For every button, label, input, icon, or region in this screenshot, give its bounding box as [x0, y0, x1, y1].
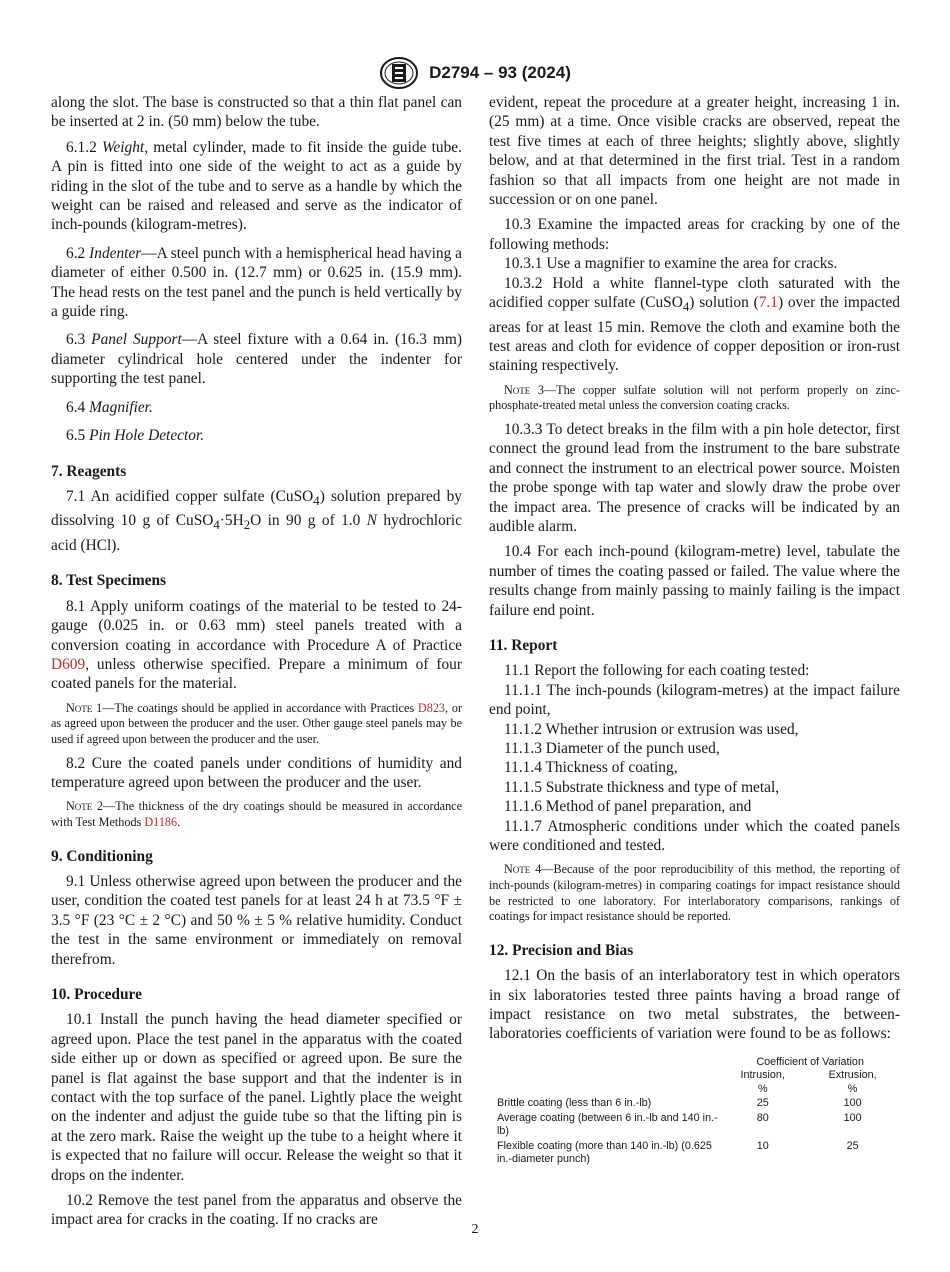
table-group-header: Coefficient of Variation: [756, 1055, 864, 1068]
section-heading-conditioning: 9. Conditioning: [51, 847, 153, 865]
paragraph-10-3-1: 10.3.1 Use a magnifier to examine the area for cracks.: [504, 255, 838, 273]
note-3: Note 3—The copper sulfate solution will not perform properly on zinc-phosphate-treated metal unless the conversion coating cracks.: [489, 382, 900, 413]
note-1: Note 1—The coatings should be applied in accordance with Practices D823, or as agreed upon between the producer and the user. Other gauge steel panels may be used if agreed upon between the producer and the user.: [51, 700, 463, 746]
paragraph-10-4: 10.4 For each inch-pound (kilogram-metre) level, tabulate the number of times the coating passed or failed. The value where the results change from mainly passing to mainly failing is the impact failure end point.: [489, 543, 900, 619]
reference-link-d1186[interactable]: D1186: [144, 814, 178, 829]
table-row-label: Flexible coating (more than 140 in.-lb) (0.625 in.-diameter punch): [497, 1139, 712, 1166]
table-cell-extrusion: 100: [843, 1111, 862, 1124]
paragraph-11-1-6: 11.1.6 Method of panel preparation, and: [504, 798, 752, 816]
table-unit-extrusion: %: [847, 1082, 858, 1095]
table-header-intrusion: Intrusion,: [740, 1069, 785, 1082]
table-row: [497, 1111, 900, 1139]
paragraph-11-1: 11.1 Report the following for each coating tested:: [504, 662, 810, 680]
paragraph-10-3-3: 10.3.3 To detect breaks in the film with a pin hole detector, first connect the ground lead from the instrument to the bare substrate and connect the instrument to an electrical power source. Moisten the probe sponge with tap water and slowly draw the probe over the impact area. The presence of cracks will be indicated by an audible alarm.: [489, 420, 900, 535]
table-cell-extrusion: 25: [846, 1139, 859, 1152]
table-row-label: Average coating (between 6 in.-lb and 140 in.-lb): [497, 1111, 718, 1138]
reference-link-d609[interactable]: D609: [51, 655, 86, 673]
table-cell-intrusion: 25: [756, 1097, 769, 1110]
reference-link-d823[interactable]: D823: [417, 700, 446, 715]
table-header-extrusion: Extrusion,: [828, 1069, 877, 1082]
standard-designation: D2794 – 93 (2024): [429, 63, 571, 82]
paragraph-6-3: 6.3 Panel Support—A steel fixture with a 0.64 in. (16.3 mm) diameter cylindrical hole centered under the indenter for supporting the test panel.: [51, 331, 462, 388]
coefficient-of-variation-table: [497, 1056, 900, 1167]
paragraph-8-2: 8.2 Cure the coated panels under conditions of humidity and temperature agreed upon between the producer and the user.: [51, 754, 462, 791]
paragraph-11-1-7: 11.1.7 Atmospheric conditions under which the coated panels were conditioned and tested.: [489, 817, 900, 855]
left-column: [51, 93, 462, 1230]
table-row: [497, 1139, 900, 1167]
paragraph-11-1-5: 11.1.5 Substrate thickness and type of metal,: [504, 778, 780, 796]
paragraph-6-1-2: 6.1.2 Weight, metal cylinder, made to fit inside the guide tube. A pin is fitted into one side of the weight to act as a guide by riding in the slot of the tube and to serve as a handle by which the weight can be raised and released and serve as the indicator of inch-pounds (kilogram-metres).: [51, 138, 462, 234]
paragraph-11-1-1: 11.1.1 The inch-pounds (kilogram-metres) at the impact failure end point,: [489, 681, 900, 719]
section-heading-procedure: 10. Procedure: [51, 985, 142, 1003]
paragraph-6-2: 6.2 Indenter—A steel punch with a hemispherical head having a diameter of either 0.500 in. (12.7 mm) or 0.625 in. (15.9 mm). The head rests on the test panel and the punch is held vertically by a guide ring.: [51, 244, 462, 321]
table-row-label: Brittle coating (less than 6 in.-lb): [497, 1097, 652, 1110]
section-heading-precision-and-bias: 12. Precision and Bias: [489, 941, 634, 959]
paragraph-slot: along the slot. The base is constructed so that a thin flat panel can be inserted at 2 in. (50 mm) below the tube.: [51, 94, 462, 131]
table-cell-intrusion: 10: [756, 1139, 769, 1152]
section-heading-test-specimens: 8. Test Specimens: [51, 572, 167, 590]
astm-logo-icon: [379, 56, 419, 90]
paragraph-10-2-continued: evident, repeat the procedure at a greater height, increasing 1 in. (25 mm) at a time. Once visible cracks are observed, repeat the test five times at each of three heights; slightly above, slightly below, and at that determined in the first trial. Test in a random fashion so that all impacts from one height are not made in succession or on one panel.: [489, 94, 900, 209]
table-cell-extrusion: 100: [843, 1097, 862, 1110]
table-cell-intrusion: 80: [756, 1111, 769, 1124]
paragraph-6-4: 6.4 Magnifier.: [66, 398, 153, 416]
paragraph-12-1: 12.1 On the basis of an interlaboratory test in which operators in six laboratories tested three paints having a broad range of impact resistance on two metal substrates, the between-laboratories coefficients of variation were found to be as follows:: [489, 967, 900, 1043]
paragraph-6-5: 6.5 Pin Hole Detector.: [66, 427, 205, 445]
paragraph-10-3: 10.3 Examine the impacted areas for cracking by one of the following methods:: [489, 216, 900, 253]
paragraph-7-1: 7.1 An acidified copper sulfate (CuSO$_4$) solution prepared by dissolving 10 g of $CuSO_4\cdot 5H_2O$ in 90 g of 1.0 N hydrochloric acid (HCl).: [51, 487, 462, 554]
page-header: [0, 56, 950, 90]
table-row: [497, 1096, 900, 1111]
reference-link-7-1[interactable]: 7.1: [758, 294, 778, 312]
right-column: [489, 93, 900, 1167]
section-heading-reagents: 7. Reagents: [51, 462, 127, 480]
paragraph-10-1: 10.1 Install the punch having the head diameter specified or agreed upon. Place the test panel in the apparatus with the coated side either up or down as specified or agreed upon. Be sure the panel is flat against the base support and that the indenter is in contact with the top surface of the panel. Lightly place the weight on the indenter and adjust the guide tube so that the lifting pin is at the zero mark. Raise the weight up the tube to a height where it is expected that no failure will occur. Release the weight so that it drops on the indenter.: [51, 1011, 462, 1184]
paragraph-10-3-2: 10.3.2 Hold a white flannel-type cloth saturated with the acidified copper sulfate (CuSO$_4$) solution (7.1) over the impacted areas for at least 15 min. Remove the cloth and examine both the test areas and cloth for evidence of copper deposition or iron-rust staining respectively.: [489, 274, 900, 375]
paragraph-8-1: 8.1 Apply uniform coatings of the material to be tested to 24-gauge (0.025 in. or 0.63 mm) steel panels treated with a conversion coating in accordance with Procedure A of Practice D609, unless otherwise specified. Prepare a minimum of four coated panels for the material.: [51, 597, 462, 693]
paragraph-11-1-4: 11.1.4 Thickness of coating,: [504, 759, 678, 777]
note-2: Note 2—The thickness of the dry coatings should be measured in accordance with Test Methods D1186.: [51, 799, 462, 829]
page-number: 2: [471, 1222, 479, 1237]
paragraph-10-2: 10.2 Remove the test panel from the apparatus and observe the impact area for cracks in the coating. If no cracks are: [51, 1192, 462, 1229]
paragraph-11-1-2: 11.1.2 Whether intrusion or extrusion was used,: [504, 720, 799, 738]
paragraph-9-1: 9.1 Unless otherwise agreed upon between the producer and the user, condition the coated test panels for at least 24 h at 73.5 °F ± 3.5 °F (23 °C ± 2 °C) and 50 % ± 5 % relative humidity. Conduct the test in the same environment or immediately on removal therefrom.: [51, 872, 462, 968]
section-heading-report: 11. Report: [489, 637, 558, 655]
note-4: Note 4—Because of the poor reproducibility of this method, the reporting of inch-pounds (kilogram-metres) in comparing coatings for impact resistance should be restricted to one laboratory. For interlaboratory comparisons, rankings of coatings for impact resistance should be reported.: [489, 862, 900, 924]
paragraph-11-1-3: 11.1.3 Diameter of the punch used,: [504, 740, 720, 758]
table-unit-intrusion: %: [757, 1082, 768, 1095]
